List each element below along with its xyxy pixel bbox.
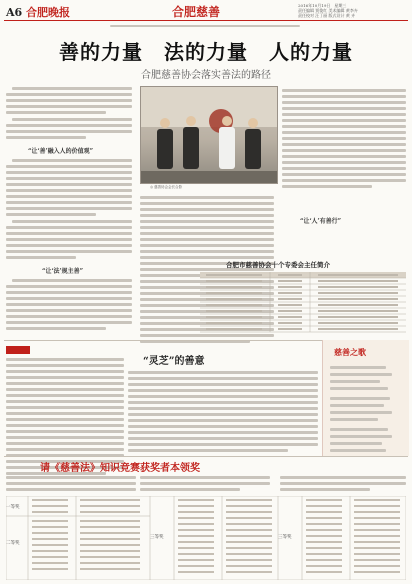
committee-table-title: 合肥市慈善协会十个专委会主任简介	[226, 261, 330, 269]
article-right-column	[282, 86, 406, 188]
lower-left-tag	[6, 346, 30, 354]
committee-table-grid	[200, 272, 406, 334]
photo-caption: ◎ 慈善协会会长合影	[150, 185, 183, 189]
award-intro-mid	[140, 474, 270, 491]
headline: 善的力量 法的力量 人的力量	[59, 40, 353, 64]
award-intro-right	[280, 474, 406, 491]
award-divider	[4, 456, 408, 457]
award-tier-2: 二等奖	[6, 541, 20, 546]
subheadline: 合肥慈善协会落实善法的路径	[141, 70, 271, 81]
essay-title: “灵芝”的善意	[143, 356, 205, 367]
article-left-column	[6, 84, 134, 330]
essay-body	[128, 368, 318, 452]
group-photo	[140, 86, 278, 184]
section-head-law: “让‘法’规主善”	[42, 268, 84, 275]
poem-body	[330, 362, 402, 452]
award-tier-3a: 三等奖	[150, 535, 164, 540]
masthead-rule	[4, 20, 408, 21]
masthead-subline	[110, 25, 300, 27]
section-head-values: “让‘善’融入人的价值观”	[28, 148, 94, 155]
issue-info: 2016年10月19日 星期三 责任编辑 贾俊红 美术编辑 黄李卉 责任校对 汪丁丽 版式设计 黄 卉	[298, 3, 358, 18]
poem-title: 慈善之歌	[334, 347, 366, 357]
award-tier-1: 一等奖	[6, 505, 20, 510]
award-title: 请《慈善法》知识竞赛获奖者本领奖	[40, 463, 200, 474]
page-number: A6 合肥晚报	[6, 6, 71, 19]
newspaper-title: 合肥慈善	[172, 5, 221, 19]
photo-people-illustration	[141, 87, 277, 183]
committee-table	[200, 272, 406, 334]
award-table	[6, 496, 406, 580]
award-table-grid	[6, 496, 406, 580]
section-head-people-right: “让‘人’有善行”	[300, 218, 342, 225]
award-tier-3b: 三等奖	[278, 535, 292, 540]
